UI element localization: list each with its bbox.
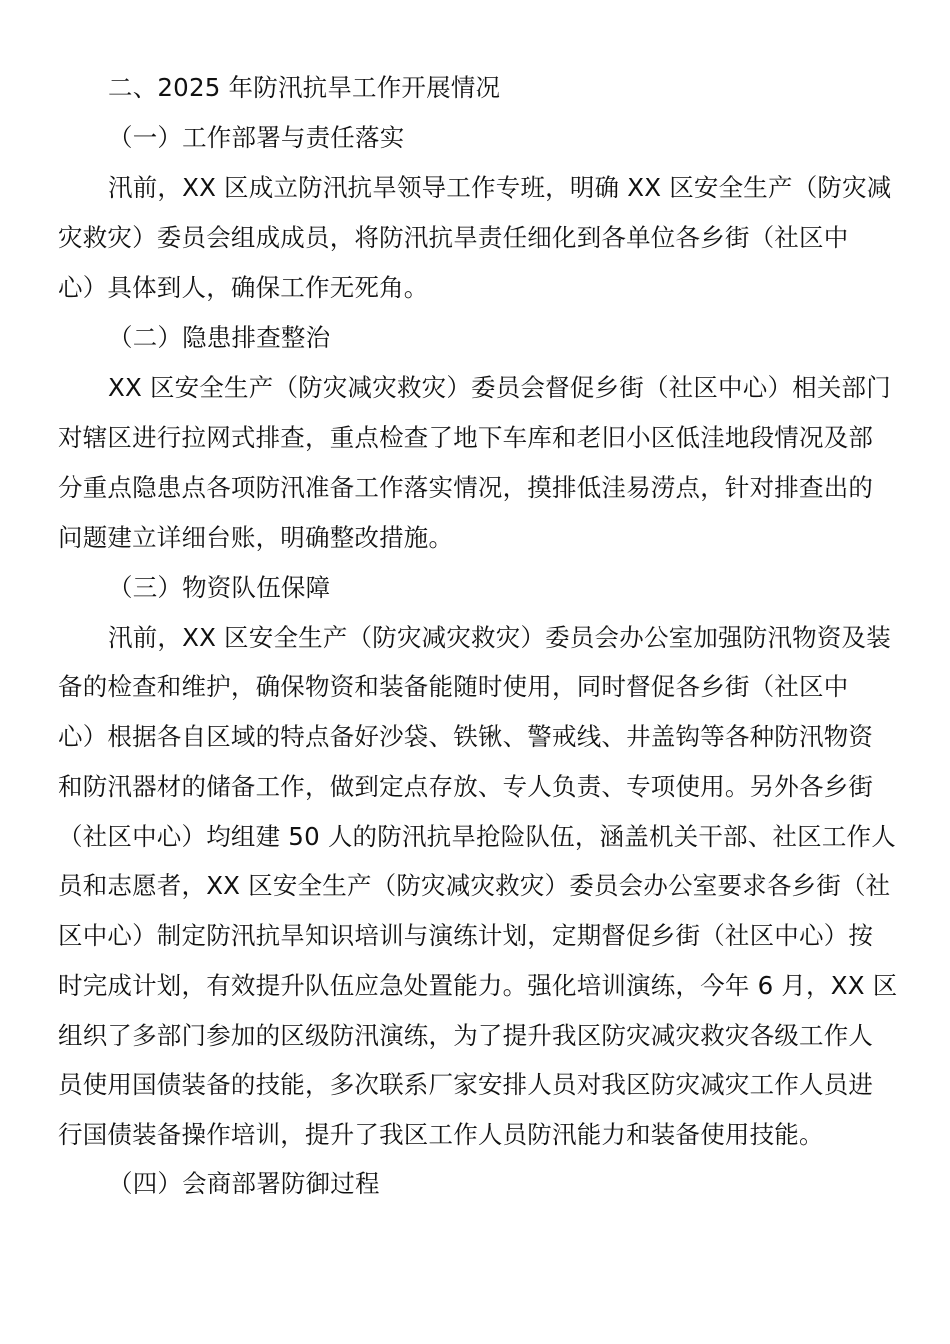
paragraph-line: 问题建立详细台账，明确整改措施。 (58, 523, 454, 552)
paragraph-line: 汛前，XX 区安全生产（防灾减灾救灾）委员会办公室加强防汛物资及装 (108, 623, 891, 652)
paragraph-line: 行国债装备操作培训，提升了我区工作人员防汛能力和装备使用技能。 (58, 1120, 824, 1149)
paragraph-line: XX 区安全生产（防灾减灾救灾）委员会督促乡街（社区中心）相关部门 (108, 373, 891, 402)
paragraph-line: 时完成计划，有效提升队伍应急处置能力。强化培训演练，今年 6 月，XX 区 (58, 971, 898, 1000)
paragraph-line: 区中心）制定防汛抗旱知识培训与演练计划，定期督促乡街（社区中心）按 (58, 921, 874, 950)
subheading-2: （二）隐患排查整治 (108, 323, 331, 352)
paragraph-line: 灾救灾）委员会组成成员，将防汛抗旱责任细化到各单位各乡街（社区中 (58, 223, 849, 252)
paragraph-line: 员使用国债装备的技能，多次联系厂家安排人员对我区防灾减灾工作人员进 (58, 1070, 874, 1099)
paragraph-line: 员和志愿者，XX 区安全生产（防灾减灾救灾）委员会办公室要求各乡街（社 (58, 871, 891, 900)
paragraph-line: 心）具体到人，确保工作无死角。 (58, 273, 429, 302)
subheading-1: （一）工作部署与责任落实 (108, 123, 405, 152)
paragraph-line: 心）根据各自区域的特点备好沙袋、铁锹、警戒线、井盖钩等各种防汛物资 (58, 722, 874, 751)
paragraph-line: 对辖区进行拉网式排查，重点检查了地下车库和老旧小区低洼地段情况及部 (58, 423, 874, 452)
subheading-3: （三）物资队伍保障 (108, 573, 331, 602)
paragraph-line: 和防汛器材的储备工作，做到定点存放、专人负责、专项使用。另外各乡街 (58, 772, 874, 801)
paragraph-line: 分重点隐患点各项防汛准备工作落实情况，摸排低洼易涝点，针对排查出的 (58, 473, 874, 502)
section-title: 二、2025 年防汛抗旱工作开展情况 (108, 73, 501, 102)
paragraph-line: 备的检查和维护，确保物资和装备能随时使用，同时督促各乡街（社区中 (58, 672, 849, 701)
paragraph-line: 汛前，XX 区成立防汛抗旱领导工作专班，明确 XX 区安全生产（防灾减 (108, 173, 892, 202)
paragraph-line: 组织了多部门参加的区级防汛演练，为了提升我区防灾减灾救灾各级工作人 (58, 1021, 874, 1050)
paragraph-line: （社区中心）均组建 50 人的防汛抗旱抢险队伍，涵盖机关干部、社区工作人 (58, 822, 896, 851)
subheading-4: （四）会商部署防御过程 (108, 1169, 380, 1198)
